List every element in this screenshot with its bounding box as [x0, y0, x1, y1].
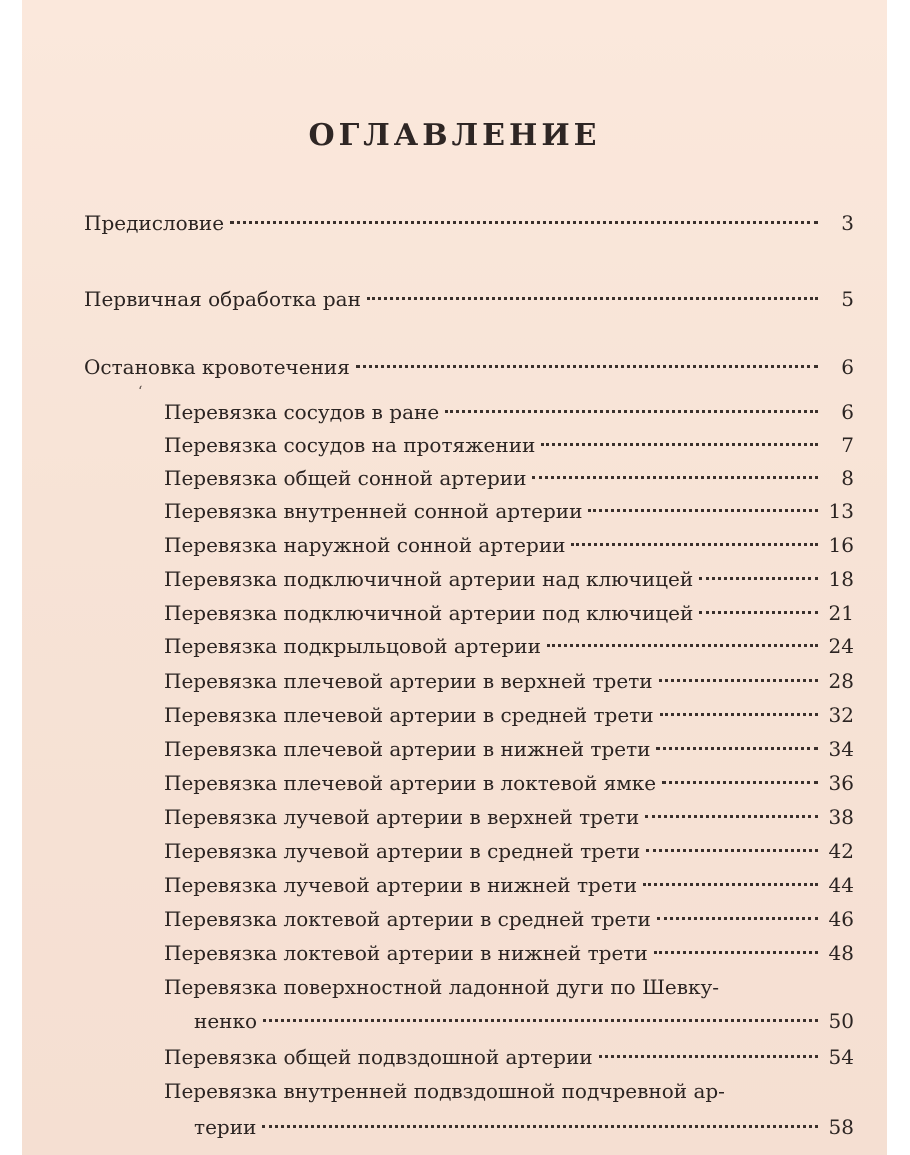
leader-dots [571, 528, 818, 552]
toc-entry [164, 800, 854, 829]
toc-entry [164, 428, 854, 457]
toc-entry [84, 282, 854, 311]
toc-entry [164, 902, 854, 931]
toc-entry-label: Перевязка внутренней сонной артерии [164, 499, 583, 523]
toc-entry [164, 596, 854, 625]
leader-dots [588, 494, 818, 518]
toc-entry-label: Перевязка локтевой артерии в средней трети [164, 907, 651, 931]
leader-dots [657, 902, 818, 926]
leader-dots [230, 206, 818, 230]
toc-entry-label: Перевязка лучевой артерии в верхней трети [164, 805, 640, 829]
toc-entry-label: Перевязка сосудов на протяжении [164, 433, 536, 457]
leader-dots [547, 629, 818, 653]
toc-entry [164, 664, 854, 693]
toc-entry-page: 18 [828, 567, 854, 591]
toc-entry [164, 461, 854, 490]
toc-entry-label: Остановка кровотечения [84, 355, 350, 379]
toc-entry [164, 562, 854, 591]
toc-entry-page: 32 [828, 703, 854, 727]
toc-entry-label: Перевязка общей сонной артерии [164, 466, 527, 490]
toc-entry-label: Перевязка сосудов в ране [164, 400, 440, 424]
toc-entry-page: 42 [828, 839, 854, 863]
toc-entry [164, 970, 854, 999]
leader-dots [731, 1074, 818, 1098]
toc-entry-page: 6 [841, 400, 854, 424]
book-page [22, 0, 887, 1155]
toc-entry-page: 34 [828, 737, 854, 761]
leader-dots [356, 350, 818, 374]
toc-entry-page: 46 [828, 907, 854, 931]
toc-entry-label: ненко [194, 1009, 258, 1033]
toc-entry-label: Перевязка подключичной артерии под ключицей [164, 601, 694, 625]
toc-entry [164, 698, 854, 727]
leader-dots [263, 1004, 818, 1028]
toc-entry-page: 24 [828, 634, 854, 658]
leader-dots [645, 800, 818, 824]
toc-entry-page: 16 [828, 533, 854, 557]
leader-dots [699, 596, 818, 620]
leader-dots [660, 698, 818, 722]
toc-entry-label: Перевязка подключичной артерии над ключицей [164, 567, 694, 591]
toc-entry [164, 936, 854, 965]
leader-dots [725, 970, 818, 994]
toc-entry-label: Предисловие [84, 211, 225, 235]
page-title: ОГЛАВЛЕНИЕ [308, 118, 601, 153]
leader-dots [262, 1110, 818, 1134]
table-of-contents [22, 0, 887, 1155]
toc-entry-label: Перевязка плечевой артерии в верхней трети [164, 669, 653, 693]
toc-entry-label: Перевязка наружной сонной артерии [164, 533, 566, 557]
toc-entry [164, 395, 854, 424]
leader-dots [643, 868, 818, 892]
toc-entry-page: 36 [828, 771, 854, 795]
stray-mark: ‘ [138, 384, 143, 400]
toc-entry-page: 3 [841, 211, 854, 235]
toc-entry-page: 7 [841, 433, 854, 457]
leader-dots [699, 562, 818, 586]
leader-dots [445, 395, 818, 419]
toc-entry [164, 732, 854, 761]
toc-entry-page: 21 [828, 601, 854, 625]
toc-entry-page: 5 [841, 287, 854, 311]
toc-entry [164, 1074, 854, 1103]
toc-entry-label: Перевязка поверхностной ладонной дуги по Шевку- [164, 975, 720, 999]
leader-dots [659, 664, 818, 688]
toc-entry [164, 629, 854, 658]
leader-dots [541, 428, 818, 452]
toc-entry-page: 8 [841, 466, 854, 490]
leader-dots [599, 1040, 818, 1064]
leader-dots [367, 282, 818, 306]
leader-dots [646, 834, 818, 858]
toc-entry-label: Перевязка плечевой артерии в локтевой ямке [164, 771, 657, 795]
toc-entry [164, 494, 854, 523]
toc-entry-label: Перевязка лучевой артерии в средней трети [164, 839, 641, 863]
toc-entry-label: терии [194, 1115, 257, 1139]
toc-entry [164, 834, 854, 863]
toc-entry [84, 206, 854, 235]
toc-entry-label: Перевязка общей подвздошной артерии [164, 1045, 593, 1069]
leader-dots [532, 461, 818, 485]
toc-entry-page: 58 [828, 1115, 854, 1139]
leader-dots [662, 766, 818, 790]
toc-entry-label: Перевязка лучевой артерии в нижней трети [164, 873, 638, 897]
toc-entry-page: 38 [828, 805, 854, 829]
toc-entry-page: 48 [828, 941, 854, 965]
leader-dots [656, 732, 818, 756]
toc-entry [194, 1110, 854, 1139]
toc-entry-label: Первичная обработка ран [84, 287, 361, 311]
toc-entry-label: Перевязка плечевой артерии в нижней трети [164, 737, 651, 761]
toc-entry [164, 766, 854, 795]
toc-entry-page: 44 [828, 873, 854, 897]
toc-entry-page: 6 [841, 355, 854, 379]
toc-entry-label: Перевязка подкрыльцовой артерии [164, 634, 541, 658]
toc-entry-page: 54 [828, 1045, 854, 1069]
toc-entry-label: Перевязка плечевой артерии в средней трети [164, 703, 654, 727]
toc-entry-label: Перевязка внутренней подвздошной подчревной ар- [164, 1079, 725, 1103]
toc-entry [164, 868, 854, 897]
toc-entry-page: 50 [828, 1009, 854, 1033]
toc-entry [194, 1004, 854, 1033]
toc-entry-label: Перевязка локтевой артерии в нижней трети [164, 941, 648, 965]
toc-entry [164, 1040, 854, 1069]
toc-entry [164, 528, 854, 557]
leader-dots [654, 936, 818, 960]
toc-entry [84, 350, 854, 379]
toc-entry-page: 28 [828, 669, 854, 693]
toc-entry-page: 13 [828, 499, 854, 523]
